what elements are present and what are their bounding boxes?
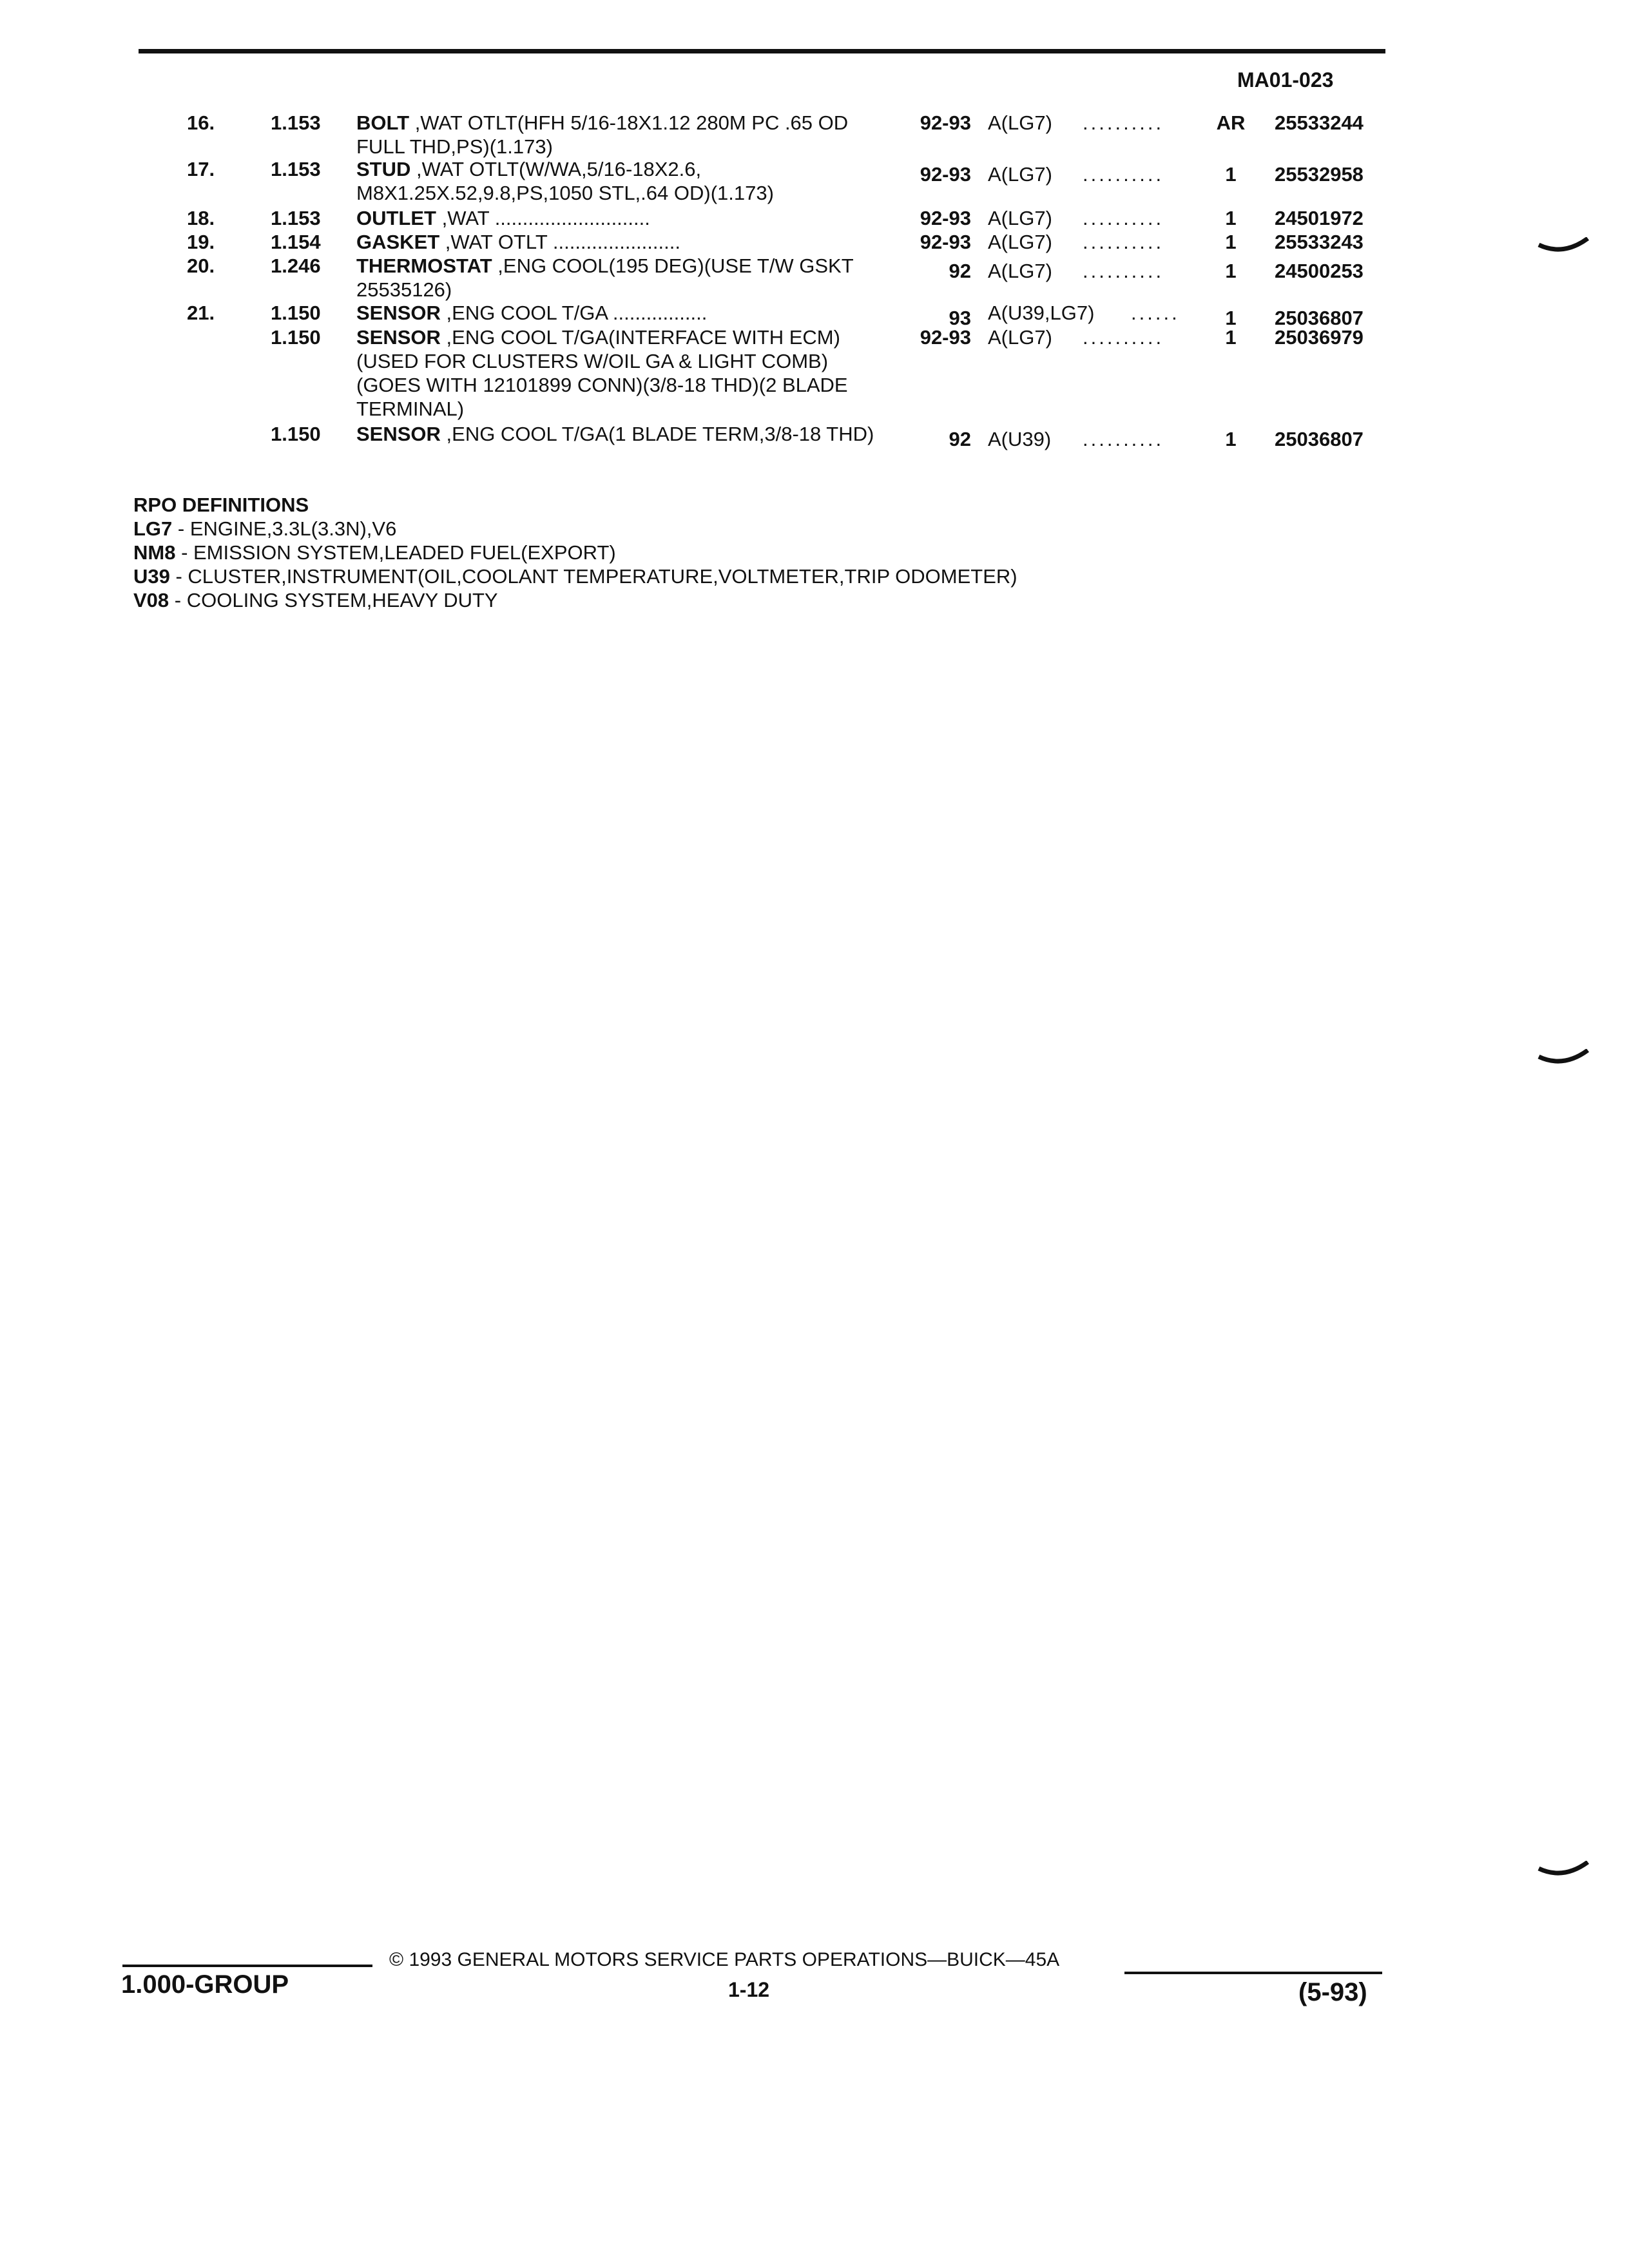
model-years: 92-93 [920, 326, 971, 349]
leader-dots: .......... [1083, 231, 1164, 253]
leader-dots: .......... [1083, 111, 1164, 134]
quantity: 1 [1225, 207, 1237, 229]
page-number: 1-12 [728, 1978, 770, 2001]
rpo-code: U39 [133, 565, 170, 588]
group-number: 1.153 [271, 111, 321, 134]
rpo-definition [133, 517, 1017, 541]
quantity: 1 [1225, 307, 1237, 329]
quantity: 1 [1225, 326, 1237, 349]
rpo-definition [133, 564, 1017, 588]
model-code: A(U39) [988, 428, 1052, 450]
leader-dots: .......... [1083, 326, 1164, 349]
leader-dots: .......... [1083, 207, 1164, 229]
rpo-definition [133, 588, 1017, 612]
part-name: SENSOR [356, 423, 441, 445]
model-years: 92-93 [920, 231, 971, 253]
model-code: A(LG7) [988, 231, 1052, 253]
footer-rule [1124, 1972, 1382, 1974]
part-number: 24501972 [1275, 207, 1364, 229]
model-code: A(LG7) [988, 260, 1052, 282]
model-years: 92-93 [920, 207, 971, 229]
part-description [356, 422, 885, 446]
part-number: 25036979 [1275, 326, 1364, 349]
part-name: STUD [356, 158, 411, 180]
revision-date: (5-93) [1298, 1978, 1367, 2006]
model-years: 92-93 [920, 111, 971, 134]
group-label: 1.000-GROUP [121, 1970, 289, 1999]
binder-tab-mark [1537, 1861, 1589, 1880]
part-number: 25036807 [1275, 307, 1364, 329]
quantity: 1 [1225, 163, 1237, 186]
leader-dots: .......... [1083, 260, 1164, 282]
item-number: 17. [187, 158, 215, 180]
part-detail: ,WAT ............................ [436, 207, 650, 229]
part-name: THERMOSTAT [356, 255, 492, 277]
binder-tab-mark [1537, 237, 1589, 256]
quantity: 1 [1225, 428, 1237, 450]
part-name: SENSOR [356, 326, 441, 349]
part-description [356, 157, 885, 205]
rpo-definition [133, 541, 1017, 564]
model-years: 92-93 [920, 163, 971, 186]
rpo-code: NM8 [133, 541, 176, 564]
group-number: 1.154 [271, 231, 321, 253]
part-description [356, 111, 885, 159]
part-detail: ,ENG COOL(195 DEG)(USE T/W GSKT 25535126) [356, 255, 854, 301]
group-number: 1.153 [271, 207, 321, 229]
part-name: OUTLET [356, 207, 436, 229]
model-code: A(U39,LG7) [988, 302, 1095, 324]
rpo-code: LG7 [133, 517, 173, 540]
model-code: A(LG7) [988, 163, 1052, 186]
item-number: 16. [187, 111, 215, 134]
part-detail: ,WAT OTLT(W/WA,5/16-18X2.6, M8X1.25X.52,9.8,PS,1050 STL,.64 OD)(1.173) [356, 158, 774, 204]
part-name: SENSOR [356, 302, 441, 324]
part-description [356, 325, 885, 421]
item-number: 20. [187, 255, 215, 277]
catalog-code: MA01-023 [1237, 68, 1334, 91]
rpo-text: - ENGINE,3.3L(3.3N),V6 [172, 517, 397, 540]
rpo-heading: RPO DEFINITIONS [133, 494, 309, 516]
model-years: 92 [949, 428, 971, 450]
part-number: 24500253 [1275, 260, 1364, 282]
item-number: 21. [187, 302, 215, 324]
part-detail: ,ENG COOL T/GA(INTERFACE WITH ECM)(USED FOR CLUSTERS W/OIL GA & LIGHT COMB)(GOES WITH 12101899 CONN)(3/8-18 THD)(2 BLADE TERMINAL) [356, 326, 848, 420]
model-code: A(LG7) [988, 207, 1052, 229]
group-number: 1.150 [271, 326, 321, 349]
group-number: 1.150 [271, 302, 321, 324]
part-description [356, 301, 885, 325]
part-name: BOLT [356, 111, 410, 134]
part-description [356, 206, 885, 230]
quantity: 1 [1225, 260, 1237, 282]
part-number: 25533243 [1275, 231, 1364, 253]
quantity: AR [1216, 111, 1246, 134]
footer-rule [122, 1965, 372, 1967]
binder-tab-mark [1537, 1049, 1589, 1068]
model-years: 92 [949, 260, 971, 282]
item-number: 18. [187, 207, 215, 229]
rpo-text: - CLUSTER,INSTRUMENT(OIL,COOLANT TEMPERATURE,VOLTMETER,TRIP ODOMETER) [169, 565, 1017, 588]
part-name: GASKET [356, 231, 440, 253]
header-rule [139, 49, 1385, 53]
rpo-definitions [133, 493, 1017, 612]
leader-dots: ...... [1131, 302, 1180, 324]
part-description [356, 230, 885, 254]
model-years: 93 [949, 307, 971, 329]
group-number: 1.246 [271, 255, 321, 277]
leader-dots: .......... [1083, 163, 1164, 186]
part-number: 25036807 [1275, 428, 1364, 450]
group-number: 1.150 [271, 423, 321, 445]
quantity: 1 [1225, 231, 1237, 253]
part-description [356, 254, 885, 302]
part-detail: ,WAT OTLT(HFH 5/16-18X1.12 280M PC .65 OD FULL THD,PS)(1.173) [356, 111, 849, 158]
group-number: 1.153 [271, 158, 321, 180]
part-detail: ,WAT OTLT ....................... [439, 231, 680, 253]
part-detail: ,ENG COOL T/GA ................. [440, 302, 708, 324]
part-number: 25532958 [1275, 163, 1364, 186]
model-code: A(LG7) [988, 111, 1052, 134]
copyright-line: © 1993 GENERAL MOTORS SERVICE PARTS OPERATIONS—BUICK—45A [389, 1949, 1060, 1970]
rpo-text: - EMISSION SYSTEM,LEADED FUEL(EXPORT) [175, 541, 616, 564]
rpo-text: - COOLING SYSTEM,HEAVY DUTY [169, 589, 498, 611]
model-code: A(LG7) [988, 326, 1052, 349]
rpo-code: V08 [133, 589, 169, 611]
leader-dots: .......... [1083, 428, 1164, 450]
item-number: 19. [187, 231, 215, 253]
part-number: 25533244 [1275, 111, 1364, 134]
part-detail: ,ENG COOL T/GA(1 BLADE TERM,3/8-18 THD) [440, 423, 874, 445]
